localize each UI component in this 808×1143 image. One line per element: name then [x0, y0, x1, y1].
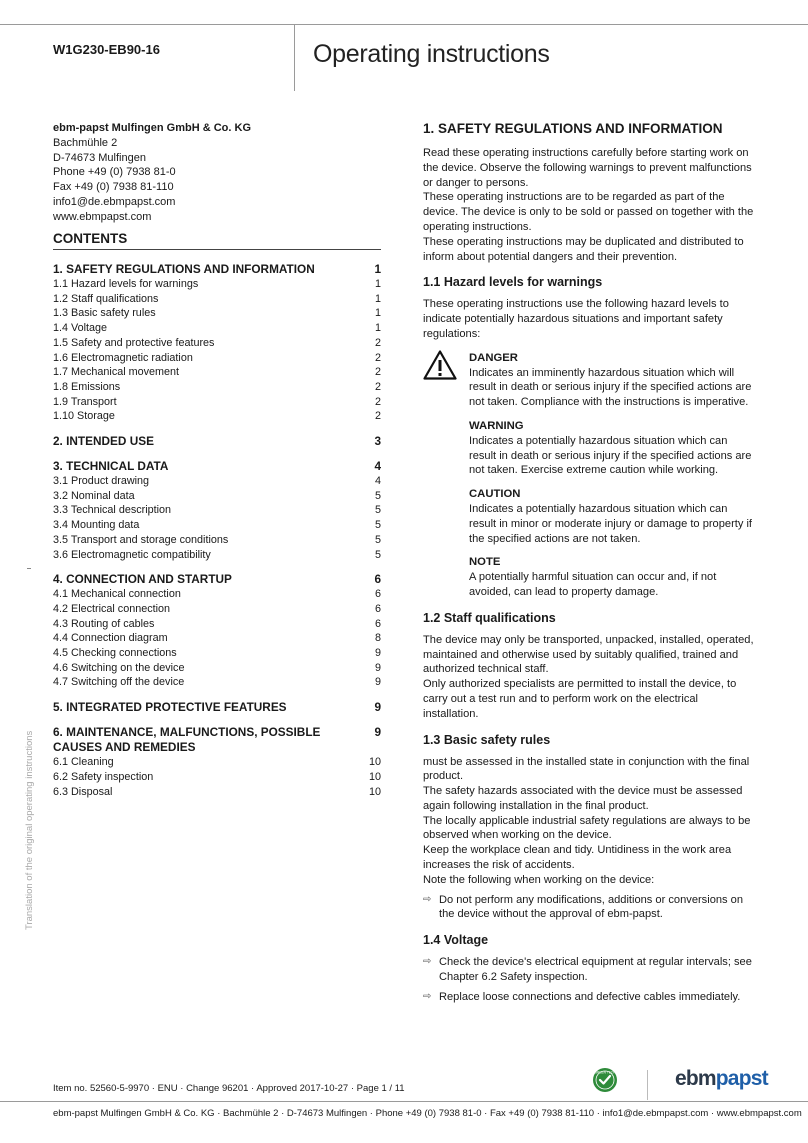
contents-rule — [53, 249, 381, 250]
hazard-label: NOTE — [469, 556, 501, 569]
toc-item[interactable]: 1.8 Emissions 2 — [53, 380, 381, 393]
paragraph: must be assessed in the installed state in conjunction with the final product. — [423, 755, 750, 783]
top-rule — [0, 24, 808, 25]
paragraph: The device may only be transported, unpacked, installed, operated, maintained and otherwise used by suitably qualified, trained and authorized technical staff. — [423, 633, 754, 676]
footer-rule — [0, 1101, 808, 1102]
arrow-icon: ⇨ — [423, 990, 432, 1002]
warning-triangle-icon — [423, 350, 457, 380]
toc-item[interactable]: 4.2 Electrical connection 6 — [53, 602, 381, 615]
bullet-item: ⇨ Check the device's electrical equipment at regular intervals; see Chapter 6.2 Safety inspection. — [423, 956, 752, 984]
item-number-line: Item no. 52560-5-9970 · ENU · Change 96201 · Approved 2017-10-27 · Page 1 / 11 — [53, 1083, 405, 1094]
toc-item[interactable]: 3.2 Nominal data 5 — [53, 489, 381, 502]
toc-item[interactable]: 6.3 Disposal 10 — [53, 785, 381, 798]
toc-item[interactable]: 1.6 Electromagnetic radiation 2 — [53, 351, 381, 364]
svg-text:GREEN TECH: GREEN TECH — [594, 1070, 616, 1075]
subsection-heading: 1.2 Staff qualifications — [423, 610, 556, 625]
hazard-warning — [423, 419, 756, 478]
toc-item[interactable]: 1.7 Mechanical movement 2 — [53, 366, 381, 379]
company-email: info1@de.ebmpapst.com — [53, 195, 176, 208]
hazard-label: CAUTION — [469, 488, 521, 501]
table-of-contents — [53, 262, 381, 799]
arrow-icon: ⇨ — [423, 956, 432, 968]
company-address — [53, 121, 353, 225]
toc-item[interactable]: 1.4 Voltage 1 — [53, 322, 381, 335]
hazard-text: A potentially harmful situation can occur and, if not avoided, can lead to property damage. — [469, 571, 717, 598]
toc-item[interactable]: 6.2 Safety inspection 10 — [53, 770, 381, 783]
company-street: Bachmühle 2 — [53, 136, 118, 149]
document-title: Operating instructions — [313, 40, 550, 68]
company-web: www.ebmpapst.com — [53, 210, 152, 223]
toc-item[interactable]: 3.3 Technical description 5 — [53, 504, 381, 517]
toc-item[interactable]: 3.4 Mounting data 5 — [53, 519, 381, 532]
toc-section[interactable]: 5. INTEGRATED PROTECTIVE FEATURES 9 — [53, 700, 381, 715]
paragraph: Only authorized specialists are permitted to install the device, to carry out a test run and to perform work on the electrical installation. — [423, 678, 737, 720]
toc-item[interactable]: 4.6 Switching on the device 9 — [53, 661, 381, 674]
ebmpapst-logo: ebmpapst — [675, 1067, 768, 1090]
toc-item[interactable]: 4.4 Connection diagram 8 — [53, 632, 381, 645]
toc-item[interactable]: 6.1 Cleaning 10 — [53, 756, 381, 769]
hazard-note — [423, 555, 756, 599]
subsection-heading: 1.1 Hazard levels for warnings — [423, 275, 603, 290]
paragraph: The safety hazards associated with the device must be assessed again following installation in the final product. — [423, 785, 743, 812]
contents-heading: CONTENTS — [53, 231, 128, 246]
hazard-text: Indicates an imminently hazardous situation which will result in death or serious injury if the specified actions are not taken. Compliance with the instructions is imperative. — [469, 366, 752, 409]
toc-item[interactable]: 3.6 Electromagnetic compatibility 5 — [53, 548, 381, 561]
toc-item[interactable]: 1.2 Staff qualifications 1 — [53, 292, 381, 305]
footer-address: ebm-papst Mulfingen GmbH & Co. KG · Bachmühle 2 · D-74673 Mulfingen · Phone +49 (0) 7938 81-0 · Fax +49 (0) 7938 81-110 · info1@de.ebmpapst.com · www.ebmpapst.com — [53, 1108, 802, 1119]
bullet-item: ⇨ Replace loose connections and defective cables immediately. — [423, 990, 741, 1003]
toc-section[interactable]: 4. CONNECTION AND STARTUP 6 — [53, 572, 381, 587]
arrow-icon: ⇨ — [423, 893, 432, 905]
company-phone: Phone +49 (0) 7938 81-0 — [53, 166, 176, 179]
paragraph: The locally applicable industrial safety regulations are always to be observed when working on the device. — [423, 814, 751, 842]
toc-item[interactable]: 3.1 Product drawing 4 — [53, 475, 381, 488]
paragraph: Read these operating instructions carefully before starting work on the device. Observe the following warnings to prevent malfunctions or danger to persons. — [423, 147, 752, 189]
paragraph: Note the following when working on the device: — [423, 873, 655, 886]
hazard-label: WARNING — [469, 419, 524, 432]
model-number: W1G230-EB90-16 — [53, 42, 160, 57]
toc-item[interactable]: 1.5 Safety and protective features 2 — [53, 336, 381, 349]
hazard-text: Indicates a potentially hazardous situation which can result in minor or moderate injury or damage to property if the specified actions are not taken. — [469, 502, 753, 545]
company-name: ebm-papst Mulfingen GmbH & Co. KG — [53, 122, 251, 134]
paragraph: Keep the workplace clean and tidy. Untidiness in the work area increases the risk of accidents. — [423, 844, 732, 872]
toc-item[interactable]: 3.5 Transport and storage conditions 5 — [53, 533, 381, 546]
toc-section[interactable]: 6. MAINTENANCE, MALFUNCTIONS, POSSIBLE CAUSES AND REMEDIES 9 — [53, 725, 381, 755]
toc-item[interactable]: 1.9 Transport 2 — [53, 395, 381, 408]
toc-item[interactable]: 4.7 Switching off the device 9 — [53, 676, 381, 689]
bullet-item: ⇨ Do not perform any modifications, additions or conversions on the device without the approval of ebm-papst. — [423, 893, 744, 921]
section-1-heading: 1. SAFETY REGULATIONS AND INFORMATION — [423, 121, 723, 136]
header-divider — [294, 24, 295, 91]
subsection-heading: 1.4 Voltage — [423, 933, 489, 948]
paragraph: These operating instructions may be duplicated and distributed to inform about potential dangers and their prevention. — [423, 235, 744, 263]
company-fax: Fax +49 (0) 7938 81-110 — [53, 181, 174, 194]
company-city: D-74673 Mulfingen — [53, 151, 146, 164]
hazard-label: DANGER — [469, 351, 518, 364]
greentech-seal-icon — [592, 1067, 618, 1093]
logo-divider — [647, 1070, 648, 1100]
subsection-heading: 1.3 Basic safety rules — [423, 732, 551, 747]
hazard-text: Indicates a potentially hazardous situation which can result in death or serious injury if the specified actions are not taken. Exercise extreme caution while working. — [469, 434, 752, 477]
section-1 — [423, 121, 756, 1005]
toc-item[interactable]: 4.5 Checking connections 9 — [53, 647, 381, 660]
toc-item[interactable]: 4.1 Mechanical connection 6 — [53, 588, 381, 601]
margin-tick — [27, 568, 31, 569]
hazard-danger — [423, 351, 756, 410]
toc-item[interactable]: 1.3 Basic safety rules 1 — [53, 307, 381, 320]
toc-section[interactable]: 1. SAFETY REGULATIONS AND INFORMATION 1 — [53, 262, 381, 276]
toc-item[interactable]: 1.10 Storage 2 — [53, 410, 381, 423]
toc-section[interactable]: 3. TECHNICAL DATA 4 — [53, 459, 381, 474]
paragraph: These operating instructions are to be regarded as part of the device. The device is only to be sold or passed on together with the operating instructions. — [423, 191, 754, 233]
toc-item[interactable]: 1.1 Hazard levels for warnings 1 — [53, 278, 381, 290]
toc-section[interactable]: 2. INTENDED USE 3 — [53, 434, 381, 449]
translation-note: Translation of the original operating instructions — [24, 730, 35, 930]
hazard-caution — [423, 487, 756, 546]
toc-item[interactable]: 4.3 Routing of cables 6 — [53, 617, 381, 630]
paragraph: These operating instructions use the following hazard levels to indicate potentially hazardous situations and important safety regulations: — [423, 298, 729, 340]
